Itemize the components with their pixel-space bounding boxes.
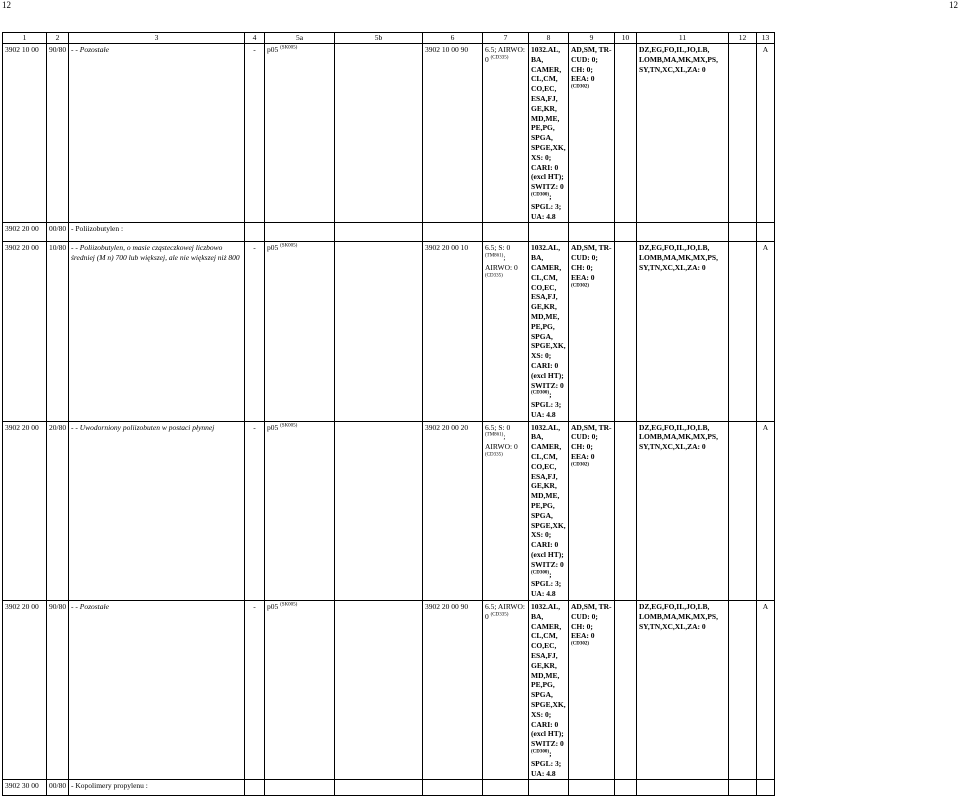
- suffix: 90/80: [47, 601, 69, 780]
- col-5a-value: p05: [267, 45, 279, 54]
- col-9: [569, 601, 615, 780]
- column-header-row: [3, 33, 775, 44]
- col-9: [569, 44, 615, 223]
- col-header: 11: [637, 33, 729, 44]
- col-header: 4: [245, 33, 265, 44]
- table-row: [3, 780, 775, 796]
- col-4: -: [245, 601, 265, 780]
- empty-cell: [423, 223, 483, 242]
- duty-rate-value-2: ; AIRWO: 0: [485, 432, 518, 452]
- suffix: 90/80: [47, 44, 69, 223]
- empty-cell: [615, 780, 637, 796]
- col-12: [729, 601, 757, 780]
- duty-rate-value-2: ; AIRWO: 0: [485, 253, 518, 272]
- taric-code: 3902 20 00 90: [423, 601, 483, 780]
- table-row: [3, 421, 775, 600]
- page-number-left: 12: [2, 0, 11, 10]
- description: - Poliizobutylen :: [69, 223, 245, 242]
- col-13: A: [757, 44, 775, 223]
- description: - Kopolimery propylenu :: [69, 780, 245, 796]
- empty-cell: [615, 223, 637, 242]
- col-12: [729, 421, 757, 600]
- col-header: 1: [3, 33, 47, 44]
- suffix: 00/80: [47, 780, 69, 796]
- empty-cell: [757, 223, 775, 242]
- col-12: [729, 242, 757, 421]
- duty-rate-value: 6.5; S: 0: [485, 422, 511, 432]
- empty-cell: [529, 780, 569, 796]
- table-row: [3, 223, 775, 242]
- col-5a-note: (SK005): [280, 243, 298, 249]
- col-10: [615, 44, 637, 223]
- col-9-note: (CD302): [571, 641, 590, 647]
- tariff-table: [2, 32, 775, 796]
- col-13: A: [757, 421, 775, 600]
- col-4: -: [245, 421, 265, 600]
- preferences: [529, 44, 569, 223]
- col-header: 5b: [335, 33, 423, 44]
- preferences-note: (CD300): [531, 192, 550, 198]
- table-row: [3, 601, 775, 780]
- col-5a: [265, 421, 335, 600]
- description: - - Pozostałe: [69, 44, 245, 223]
- preferences: [529, 421, 569, 600]
- empty-cell: [529, 223, 569, 242]
- col-12: [729, 44, 757, 223]
- col-9-note: (CD302): [571, 283, 590, 289]
- cn-code: 3902 30 00: [3, 780, 47, 796]
- col-11: DZ,EG,FO,IL,JO,LB, LOMB,MA,MK,MX,PS, SY,TN,XC,XL,ZA: 0: [637, 601, 729, 780]
- description: - - Pozostałe: [69, 601, 245, 780]
- col-header: 6: [423, 33, 483, 44]
- col-5a-value: p05: [267, 602, 279, 612]
- suffix: 20/80: [47, 421, 69, 600]
- col-5b: [335, 421, 423, 600]
- col-header: 9: [569, 33, 615, 44]
- table-row: [3, 44, 775, 223]
- col-10: [615, 242, 637, 421]
- page-number-right: 12: [949, 0, 958, 10]
- empty-cell: [335, 223, 423, 242]
- col-10: [615, 421, 637, 600]
- preferences-note: (CD300): [531, 570, 550, 576]
- duty-rate-note: (CD335): [490, 55, 509, 61]
- empty-cell: [569, 780, 615, 796]
- preferences-text: 1032.AL, BA, CAMER, CL,CM, CO,EC, ESA,FJ, GE,KR, MD,ME, PE,PG, SPGA, SPGE,XK, XS: 0; CARI: 0 (excl HT); SWITZ: 0: [531, 422, 566, 569]
- empty-cell: [245, 780, 265, 796]
- empty-cell: [637, 223, 729, 242]
- col-header: 5a: [265, 33, 335, 44]
- preferences-tail: ; SPGL: 3; UA: 4.8: [531, 748, 562, 778]
- duty-rate-note-2: (CD335): [485, 452, 503, 458]
- col-header: 3: [69, 33, 245, 44]
- col-header: 7: [483, 33, 529, 44]
- preferences-note: (CD300): [531, 749, 550, 755]
- col-5a-value: p05: [267, 422, 279, 432]
- col-9-text: AD,SM, TR-CUD: 0; CH: 0; EEA: 0: [571, 422, 612, 462]
- description: - - Uwodorniony poliizobuten w postaci płynnej: [69, 421, 245, 600]
- empty-cell: [265, 780, 335, 796]
- col-header: 12: [729, 33, 757, 44]
- duty-rate: [483, 601, 529, 780]
- col-4: -: [245, 242, 265, 421]
- cn-code: 3902 10 00: [3, 44, 47, 223]
- col-9-text: AD,SM, TR-CUD: 0; CH: 0; EEA: 0: [571, 602, 612, 641]
- preferences-tail: ; SPGL: 3; UA: 4.8: [531, 390, 562, 419]
- empty-cell: [335, 780, 423, 796]
- duty-rate-note: (TM861): [485, 432, 504, 438]
- table-row: [3, 242, 775, 421]
- col-9-text: AD,SM, TR-CUD: 0; CH: 0; EEA: 0: [571, 45, 612, 84]
- duty-rate: [483, 421, 529, 600]
- col-5b: [335, 601, 423, 780]
- cn-code: 3902 20 00: [3, 242, 47, 421]
- col-header: 2: [47, 33, 69, 44]
- col-5a: [265, 601, 335, 780]
- empty-cell: [757, 780, 775, 796]
- col-5a-value: p05: [267, 243, 279, 253]
- empty-cell: [729, 223, 757, 242]
- col-9-note: (CD302): [571, 84, 590, 90]
- cn-code: 3902 20 00: [3, 421, 47, 600]
- col-11: DZ,EG,FO,IL,JO,LB, LOMB,MA,MK,MX,PS, SY,TN,XC,XL,ZA: 0: [637, 421, 729, 600]
- empty-cell: [265, 223, 335, 242]
- duty-rate-note: (CD335): [490, 612, 509, 618]
- duty-rate-note-2: (CD335): [485, 273, 503, 279]
- suffix: 00/80: [47, 223, 69, 242]
- col-9: [569, 242, 615, 421]
- col-5a-note: (SK005): [280, 423, 298, 429]
- empty-cell: [483, 780, 529, 796]
- preferences: [529, 242, 569, 421]
- preferences-text: 1032.AL, BA, CAMER, CL,CM, CO,EC, ESA,FJ, GE,KR, MD,ME, PE,PG, SPGA, SPGE,XK, XS: 0; CARI: 0 (excl HT); SWITZ: 0: [531, 602, 566, 749]
- cn-code: 3902 20 00: [3, 223, 47, 242]
- empty-cell: [423, 780, 483, 796]
- duty-rate-value: 6.5; S: 0: [485, 243, 511, 253]
- empty-cell: [483, 223, 529, 242]
- col-header: 10: [615, 33, 637, 44]
- col-5a: [265, 44, 335, 223]
- col-header: 13: [757, 33, 775, 44]
- col-4: -: [245, 44, 265, 223]
- suffix: 10/80: [47, 242, 69, 421]
- taric-code: 3902 10 00 90: [423, 44, 483, 223]
- preferences-tail: ; SPGL: 3; UA: 4.8: [531, 569, 562, 599]
- col-13: A: [757, 601, 775, 780]
- col-5a-note: (SK005): [280, 45, 298, 51]
- col-header: 8: [529, 33, 569, 44]
- col-5a-note: (SK005): [280, 602, 298, 608]
- duty-rate-note: (TM861): [485, 253, 504, 259]
- taric-code: 3902 20 00 20: [423, 421, 483, 600]
- empty-cell: [245, 223, 265, 242]
- empty-cell: [729, 780, 757, 796]
- duty-rate: [483, 44, 529, 223]
- col-5b: [335, 242, 423, 421]
- preferences-note: (CD300): [531, 390, 550, 396]
- col-9-note: (CD302): [571, 462, 590, 468]
- preferences: [529, 601, 569, 780]
- duty-rate-value: 6.5; AIRWO: 0: [485, 45, 526, 64]
- col-11: DZ,EG,FO,IL,JO,LB, LOMB,MA,MK,MX,PS, SY,TN,XC,XL,ZA: 0: [637, 44, 729, 223]
- preferences-text: 1032.AL, BA, CAMER, CL,CM, CO,EC, ESA,FJ, GE,KR, MD,ME, PE,PG, SPGA, SPGE,XK, XS: 0; CARI: 0 (excl HT); SWITZ: 0: [531, 45, 566, 192]
- col-5b: [335, 44, 423, 223]
- cn-code: 3902 20 00: [3, 601, 47, 780]
- empty-cell: [637, 780, 729, 796]
- col-13: A: [757, 242, 775, 421]
- col-11: DZ,EG,FO,IL,JO,LB, LOMB,MA,MK,MX,PS, SY,TN,XC,XL,ZA: 0: [637, 242, 729, 421]
- duty-rate-value: 6.5; AIRWO: 0: [485, 602, 526, 621]
- col-9: [569, 421, 615, 600]
- duty-rate: [483, 242, 529, 421]
- preferences-tail: ; SPGL: 3; UA: 4.8: [531, 191, 562, 221]
- col-10: [615, 601, 637, 780]
- col-5a: [265, 242, 335, 421]
- empty-cell: [569, 223, 615, 242]
- col-9-text: AD,SM, TR-CUD: 0; CH: 0; EEA: 0: [571, 243, 612, 282]
- preferences-text: 1032.AL, BA, CAMER, CL,CM, CO,EC, ESA,FJ, GE,KR, MD,ME, PE,PG, SPGA, SPGE,XK, XS: 0; CARI: 0 (excl HT); SWITZ: 0: [531, 243, 566, 390]
- taric-code: 3902 20 00 10: [423, 242, 483, 421]
- description: - - Poliizobutylen, o masie cząsteczkowej liczbowo średniej (M n) 700 lub większej, ale nie większej niż 800: [69, 242, 245, 421]
